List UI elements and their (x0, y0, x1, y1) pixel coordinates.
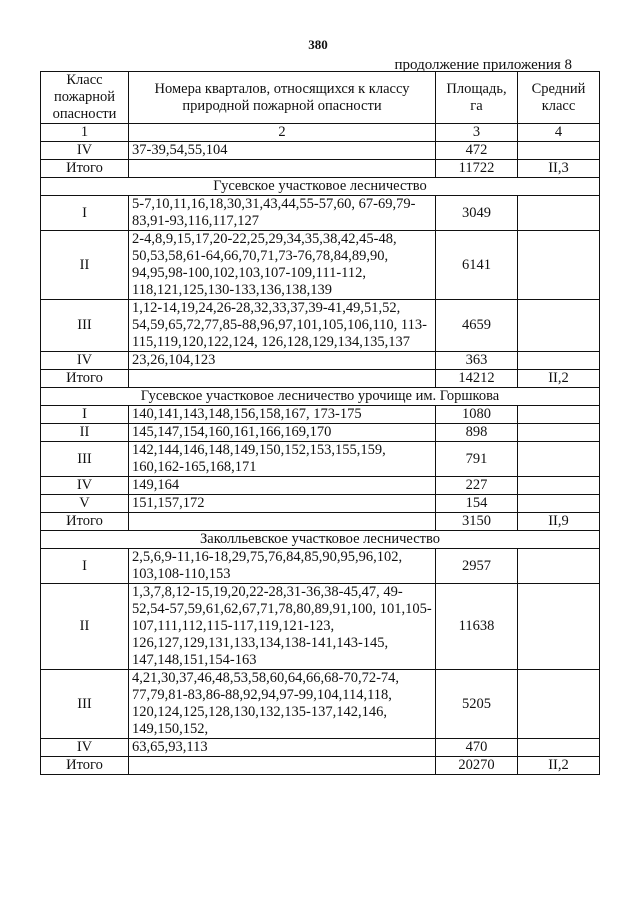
area-cell: 3049 (436, 196, 518, 231)
total-row (41, 370, 600, 388)
fire-danger-table (40, 71, 600, 775)
col-number: 3 (436, 124, 518, 142)
class-cell: IV (41, 352, 129, 370)
table-row (41, 300, 600, 352)
quarters-cell: 5-7,10,11,16,18,30,31,43,44,55-57,60, 67-69,79-83,91-93,116,117,127 (129, 196, 436, 231)
table-row (41, 352, 600, 370)
area-cell: 5205 (436, 670, 518, 739)
class-cell: Итого (41, 513, 129, 531)
average-class-cell (518, 477, 600, 495)
class-cell: I (41, 406, 129, 424)
table-row (41, 739, 600, 757)
col-number: 4 (518, 124, 600, 142)
area-cell: 20270 (436, 757, 518, 775)
average-class-cell: II,3 (518, 160, 600, 178)
average-class-cell (518, 739, 600, 757)
quarters-cell: 63,65,93,113 (129, 739, 436, 757)
area-cell: 11638 (436, 584, 518, 670)
class-cell: IV (41, 142, 129, 160)
class-cell: Итого (41, 370, 129, 388)
area-cell: 3150 (436, 513, 518, 531)
class-cell: II (41, 424, 129, 442)
average-class-cell (518, 231, 600, 300)
header-class: Класс пожарной опасности (41, 72, 129, 124)
area-cell: 472 (436, 142, 518, 160)
total-row (41, 513, 600, 531)
average-class-cell (518, 670, 600, 739)
total-row (41, 160, 600, 178)
area-cell: 11722 (436, 160, 518, 178)
area-cell: 898 (436, 424, 518, 442)
class-cell: V (41, 495, 129, 513)
table-row (41, 670, 600, 739)
class-cell: II (41, 584, 129, 670)
quarters-cell: 2-4,8,9,15,17,20-22,25,29,34,35,38,42,45-48, 50,53,58,61-64,66,70,71,73-76,78,84,89,90, 94,95,98-100,102,103,107-109,111-112, 118,121,125,130-133,136,138,139 (129, 231, 436, 300)
column-number-row (41, 124, 600, 142)
class-cell: III (41, 300, 129, 352)
quarters-cell: 1,12-14,19,24,26-28,32,33,37,39-41,49,51,52, 54,59,65,72,77,85-88,96,97,101,105,106,110, 113-115,119,120,122,124, 126,128,129,134,135,137 (129, 300, 436, 352)
average-class-cell (518, 442, 600, 477)
section-row (41, 178, 600, 196)
average-class-cell (518, 495, 600, 513)
table-row (41, 584, 600, 670)
quarters-cell (129, 160, 436, 178)
quarters-cell: 23,26,104,123 (129, 352, 436, 370)
quarters-cell: 4,21,30,37,46,48,53,58,60,64,66,68-70,72-74, 77,79,81-83,86-88,92,94,97-99,104,114,118, 120,124,125,128,130,132,135-137,142,146, 149,150,152, (129, 670, 436, 739)
section-title: Гусевское участковое лесничество (41, 178, 600, 196)
area-cell: 14212 (436, 370, 518, 388)
section-row (41, 531, 600, 549)
table-row (41, 549, 600, 584)
area-cell: 363 (436, 352, 518, 370)
average-class-cell (518, 142, 600, 160)
header-row (41, 72, 600, 124)
area-cell: 791 (436, 442, 518, 477)
average-class-cell (518, 549, 600, 584)
class-cell: I (41, 196, 129, 231)
quarters-cell (129, 370, 436, 388)
class-cell: IV (41, 477, 129, 495)
header-quarters: Номера кварталов, относящихся к классу природной пожарной опасности (129, 72, 436, 124)
quarters-cell (129, 513, 436, 531)
area-cell: 470 (436, 739, 518, 757)
average-class-cell (518, 406, 600, 424)
quarters-cell: 37-39,54,55,104 (129, 142, 436, 160)
average-class-cell (518, 584, 600, 670)
quarters-cell: 140,141,143,148,156,158,167, 173-175 (129, 406, 436, 424)
class-cell: III (41, 442, 129, 477)
area-cell: 154 (436, 495, 518, 513)
average-class-cell (518, 196, 600, 231)
average-class-cell (518, 352, 600, 370)
quarters-cell: 151,157,172 (129, 495, 436, 513)
table-row (41, 442, 600, 477)
area-cell: 4659 (436, 300, 518, 352)
class-cell: Итого (41, 160, 129, 178)
col-number: 2 (129, 124, 436, 142)
table-row (41, 424, 600, 442)
class-cell: III (41, 670, 129, 739)
header-average-class: Средний класс (518, 72, 600, 124)
table-row (41, 231, 600, 300)
quarters-cell: 142,144,146,148,149,150,152,153,155,159, 160,162-165,168,171 (129, 442, 436, 477)
area-cell: 2957 (436, 549, 518, 584)
table-row (41, 406, 600, 424)
table-row (41, 477, 600, 495)
header-area: Площадь, га (436, 72, 518, 124)
average-class-cell (518, 300, 600, 352)
section-title: Гусевское участковое лесничество урочище им. Горшкова (41, 388, 600, 406)
quarters-cell: 145,147,154,160,161,166,169,170 (129, 424, 436, 442)
quarters-cell (129, 757, 436, 775)
area-cell: 6141 (436, 231, 518, 300)
average-class-cell: II,2 (518, 370, 600, 388)
average-class-cell: II,9 (518, 513, 600, 531)
section-row (41, 388, 600, 406)
area-cell: 1080 (436, 406, 518, 424)
total-row (41, 757, 600, 775)
table-row (41, 142, 600, 160)
table-body (41, 142, 600, 775)
col-number: 1 (41, 124, 129, 142)
quarters-cell: 1,3,7,8,12-15,19,20,22-28,31-36,38-45,47, 49-52,54-57,59,61,62,67,71,78,80,89,91,100, 101,105-107,111,112,115-117,119,121-123, 126,127,129,131,133,134,138-141,143-145, 147,148,151,154-163 (129, 584, 436, 670)
class-cell: I (41, 549, 129, 584)
class-cell: Итого (41, 757, 129, 775)
class-cell: II (41, 231, 129, 300)
quarters-cell: 2,5,6,9-11,16-18,29,75,76,84,85,90,95,96,102, 103,108-110,153 (129, 549, 436, 584)
class-cell: IV (41, 739, 129, 757)
quarters-cell: 149,164 (129, 477, 436, 495)
page-number: 380 (308, 37, 328, 52)
continuation-note: продолжение приложения 8 (394, 57, 572, 73)
area-cell: 227 (436, 477, 518, 495)
average-class-cell: II,2 (518, 757, 600, 775)
average-class-cell (518, 424, 600, 442)
table-row (41, 196, 600, 231)
section-title: Заколльевское участковое лесничество (41, 531, 600, 549)
table-row (41, 495, 600, 513)
